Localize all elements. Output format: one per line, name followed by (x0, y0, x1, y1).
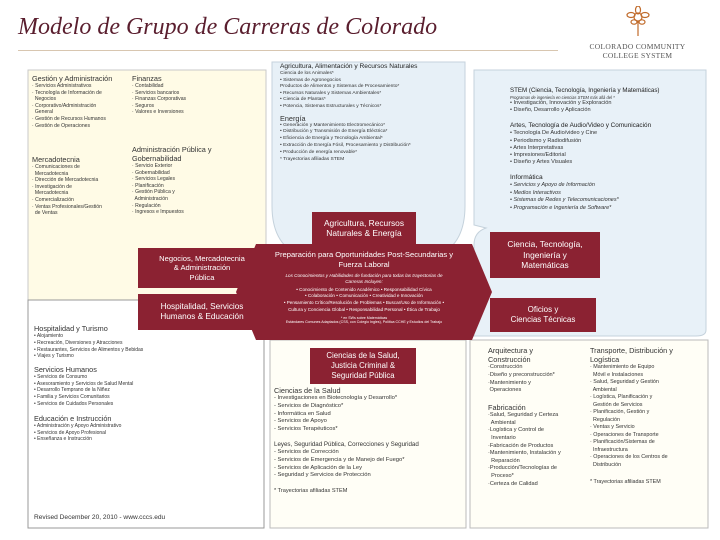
publica-title: Administración Pública y Gobernabilidad (132, 145, 212, 163)
edu-title: Educación e Instrucción (34, 414, 112, 424)
logo-line2: COLLEGE SYSTEM (602, 51, 673, 60)
humanos-list: • Servicios de Consumo • Asesoramiento y Servicios de Salud Mental • Desarrollo Temprano de la Niñez • Familia y Servicios Comunitarios • Servicios de Cuidados Personales (34, 374, 134, 407)
trans-title: Transporte, Distribución y Logística (590, 346, 673, 364)
artes-title: Artes, Tecnología de Audio/Video y Comunicación (510, 122, 652, 130)
trans-list: · Mantenimiento de Equipo Móvil e Instalaciones · Salud, Seguridad y Gestión Ambiental · Logística, Planificación y Gestión de Servicios · Planificación, Gestión y Regulación · Ventas y Servicio · Operaciones de Transporte · Planificación/Sistemas de Infraestructura · Operaciones de los Centros de Distribución (590, 364, 668, 468)
center-lines: • Conocimiento de Contenido Académico • Responsabilidad Cívica • Colaboración • Comunicación • Creatividad e Innovación • Pensamiento Crítico/Resolución de Problemas • Buscar/Uso de Información • Cultura y Conciencia Global • Responsabilidad Personal • Ética de Trabajo (283, 286, 445, 312)
leyes-title: Leyes, Seguridad Pública, Correcciones y Seguridad (274, 440, 419, 448)
salud-foot: * Trayectorias afiliadas STEM (274, 488, 348, 495)
center-foot1: * en SWs sobre Matemáticas (340, 315, 388, 320)
energia-title: Energía (280, 113, 306, 123)
trans-foot: * Trayectorias afiliadas STEM (590, 479, 661, 485)
finanzas-title: Finanzas (132, 74, 162, 83)
publica-list: · Servicio Exterior · Gobernabilidad · Servicios Legales · Planificación · Gestión Pública y Administración · Regulación · Ingresos e Impuestos (132, 163, 184, 216)
informatica-title: Informática (510, 174, 543, 182)
turismo-list: • Alojamiento • Recreación, Diversiones y Atracciones • Restaurantes, Servicios de Alimentos y Bebidas • Viajes y Turismo (34, 333, 144, 360)
gestion-title: Gestión y Administración (32, 74, 113, 83)
agri-title: Agricultura, Alimentación y Recursos Naturales (280, 63, 418, 70)
fab-list: ·Salud, Seguridad y Certeza Ambiental ·Logística y Control de Inventario ·Fabricación de Productos ·Mantenimiento, Instalación y Reparación ·Producción/Tecnologías de Proceso* ·Certeza de Calidad (488, 412, 561, 487)
edu-list: • Administración y Apoyo Administrativo • Servicios de Apoyo Profesional • Enseñanza e Instrucción (34, 423, 122, 443)
energia-list: • Generación y Mantenimiento Electromecánico* • Distribución y Transmisión de Energía Eléctrica* • Eficiencia de Energía y Tecnología Ambiental* • Extracción de Energía Fósil, Procesamiento y Distribución* • Producción de energía renovable* * Trayectorias afiliadas STEM (280, 122, 411, 162)
center-title: Preparación para Oportunidades Post-Secundarias y Fuerza Laboral (274, 250, 454, 269)
logo-line1: COLORADO COMMUNITY (589, 42, 686, 51)
arq-title: Arquitectura y Construcción (488, 346, 534, 364)
agricultura-box[interactable]: Agricultura, Recursos Naturales & Energía (312, 212, 416, 244)
fab-title: Fabricación (488, 403, 526, 413)
center-subtitle: Los Conocimientos y Habilidades de fundación para todas las trayectorias de Carreras Incluyen: (285, 273, 443, 284)
turismo-title: Hospitalidad y Turismo (34, 324, 108, 333)
negocios-box[interactable]: Negocios, Mercadotecnia & Administración Pública (138, 248, 266, 288)
mercadotecnia-title: Mercadotecnia (32, 155, 80, 164)
mercadotecnia-list: · Comunicaciones de Mercadotecnia · Dirección de Mercadotecnia · Investigación de Mercadotecnia · Comercialización · Ventas Profesionales/Gestión de Ventas (32, 164, 102, 217)
salud-list: - Investigaciones en Biotecnología y Desarrollo* - Servicios de Diagnóstico* - Informática en Salud - Servicios de Apoyo - Servicios Terapéuticos* (274, 395, 398, 433)
stem-subtitle: Programas de ingeniería en ciencias STEM más allá del * (510, 95, 615, 100)
artes-list: • Tecnología De Audio/video y Cine • Periodismo y Radiodifusión • Artes Interpretativas • Impresiones/Editorial • Diseño y Artes Visuales (510, 130, 598, 166)
humanos-title: Servicios Humanos (34, 365, 97, 375)
hospitalidad-box[interactable]: Hospitalidad, Servicios Humanos & Educación (138, 294, 266, 330)
salud-box[interactable]: Ciencias de la Salud, Justicia Criminal & Seguridad Pública (310, 348, 416, 384)
center-foot2: Estándares Comunes Adaptados (CSS, con Colegio Ingles), Política CCHE y Estudios del Trabajo (285, 320, 443, 325)
stem-list: • Investigación, Innovación y Exploración • Diseño, Desarrollo y Aplicación (510, 100, 612, 114)
footer-revised: Revised December 20, 2010 - www.cccs.edu (34, 514, 166, 521)
arq-list: ·Construcción ·Diseño y preconstrucción* ·Mantenimiento y Operaciones (488, 364, 555, 394)
ciencia-box[interactable]: Ciencia, Tecnología, Ingeniería y Matemáticas (490, 232, 600, 278)
leyes-list: - Servicios de Corrección - Servicios de Emergencia y de Manejo del Fuego* - Servicios de Aplicación de la Ley - Seguridad y Servicios de Protección (274, 448, 405, 479)
finanzas-list: · Contabilidad · Servicios bancarios · Finanzas Corporativas · Seguros · Valores e Inversiones (132, 83, 187, 116)
oficios-box[interactable]: Oficios y Ciencias Técnicas (490, 298, 596, 332)
gestion-list: · Servicios Administrativos · Tecnología de Información de Negocios · Corporativo/Administración General · Gestión de Recursos Humanos · Gestión de Operaciones (32, 83, 106, 129)
page-title: Modelo de Grupo de Carreras de Colorado (18, 14, 438, 40)
salud-title: Ciencias de la Salud (274, 386, 341, 395)
agri-list: Ciencia de los Animales* • Sistemas de Agronegocios Productos de Alimentos y Sistemas de Procesamiento* • Recursos Naturales y Sistemas Ambientales* • Ciencia de Plantas* • Potencia, Sistemas Estructurales y Técnicos* (280, 71, 400, 109)
informatica-list: • Servicios y Apoyo de Información • Medios Interactivos • Sistemas de Redes y Telecomunicaciones* • Programación e Ingeniería de Software* (510, 182, 619, 211)
stem-title: STEM (Ciencia, Tecnología, Ingeniería y Matemáticas) (510, 87, 660, 94)
